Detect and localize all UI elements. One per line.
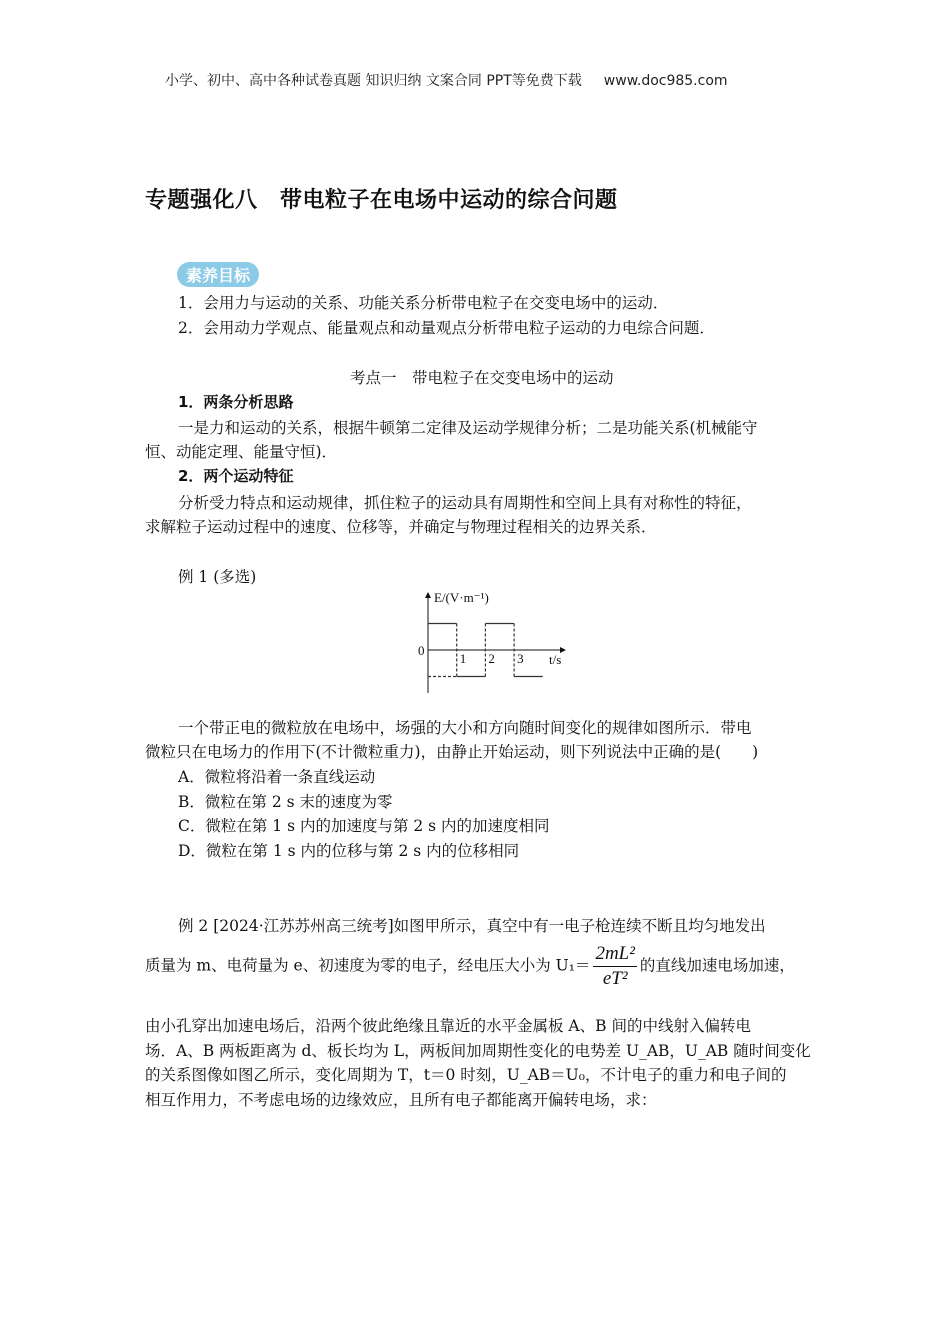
x-tick-label: 2 bbox=[488, 651, 495, 666]
y-axis-label: E/(V·m⁻¹) bbox=[434, 590, 489, 605]
header-url[interactable]: www.doc985.com bbox=[603, 73, 728, 89]
example-2-line-1: 例 2 [2024·江苏苏州高三统考]如图甲所示，真空中有一电子枪连续不断且均匀地发出 bbox=[178, 917, 766, 935]
option-d: D．微粒在第 1 s 内的位移与第 2 s 内的位移相同 bbox=[178, 842, 520, 860]
paragraph-2a: 分析受力特点和运动规律，抓住粒子的运动具有周期性和空间上具有对称性的特征， bbox=[178, 494, 752, 512]
option-c: C．微粒在第 1 s 内的加速度与第 2 s 内的加速度相同 bbox=[178, 817, 550, 835]
example-2-line-5: 的关系图像如图乙所示，变化周期为 T，t＝0 时刻，U_AB＝U₀，不计电子的重力和电子间的 bbox=[145, 1066, 787, 1084]
fraction-numerator: 2mL² bbox=[593, 942, 636, 967]
example-2-line-6: 相互作用力，不考虑电场的边缘效应，且所有电子都能离开偏转电场，求： bbox=[145, 1091, 657, 1109]
paragraph-1a: 一是力和运动的关系，根据牛顿第二定律及运动学规律分析；二是功能关系(机械能守 bbox=[178, 419, 758, 437]
option-a: A．微粒将沿着一条直线运动 bbox=[178, 768, 376, 786]
paragraph-2b: 求解粒子运动过程中的速度、位移等，并确定与物理过程相关的边界关系． bbox=[145, 518, 657, 536]
subheading-1: 1．两条分析思路 bbox=[178, 393, 294, 411]
example-1-label: 例 1 (多选) bbox=[178, 568, 257, 586]
header-text: 小学、初中、高中各种试卷真题 知识归纳 文案合同 PPT等免费下载 bbox=[165, 73, 582, 89]
example-2-line-3: 由小孔穿出加速电场后，沿两个彼此绝缘且靠近的水平金属板 A、B 间的中线射入偏转电 bbox=[145, 1017, 751, 1035]
x-axis-label: t/s bbox=[549, 652, 562, 667]
goal-1: 1．会用力与运动的关系、功能关系分析带电粒子在交变电场中的运动． bbox=[178, 294, 669, 312]
example-2-line-2 bbox=[145, 942, 795, 991]
field-time-chart bbox=[410, 585, 580, 700]
paragraph-1b: 恒、动能定理、能量守恒)． bbox=[145, 443, 338, 461]
goal-2: 2．会用动力学观点、能量观点和动量观点分析带电粒子运动的力电综合问题． bbox=[178, 319, 715, 337]
text-segment: 质量为 m、电荷量为 e、初速度为零的电子，经电压大小为 U₁＝ bbox=[145, 956, 591, 975]
origin-label: 0 bbox=[418, 643, 425, 658]
section-heading: 考点一 带电粒子在交变电场中的运动 bbox=[350, 369, 614, 387]
question-1a: 一个带正电的微粒放在电场中，场强的大小和方向随时间变化的规律如图所示．带电 bbox=[178, 719, 752, 737]
x-tick-label: 3 bbox=[517, 651, 524, 666]
subheading-2: 2．两个运动特征 bbox=[178, 467, 294, 485]
page-title: 专题强化八 带电粒子在电场中运动的综合问题 bbox=[145, 188, 618, 213]
page-header bbox=[165, 70, 728, 90]
question-1b: 微粒只在电场力的作用下(不计微粒重力)，由静止开始运动，则下列说法中正确的是( ) bbox=[145, 743, 759, 761]
example-2-line-4: 场．A、B 两板距离为 d、板长均为 L，两板间加周期性变化的电势差 U_AB，U_AB 随时间变化 bbox=[145, 1042, 811, 1060]
goals-badge: 素养目标 bbox=[177, 262, 259, 287]
x-tick-label: 1 bbox=[459, 651, 467, 666]
option-b: B．微粒在第 2 s 末的速度为零 bbox=[178, 793, 393, 811]
fraction-denominator: eT² bbox=[602, 968, 628, 989]
voltage-fraction bbox=[593, 942, 636, 991]
text-segment: 的直线加速电场加速， bbox=[639, 956, 795, 975]
